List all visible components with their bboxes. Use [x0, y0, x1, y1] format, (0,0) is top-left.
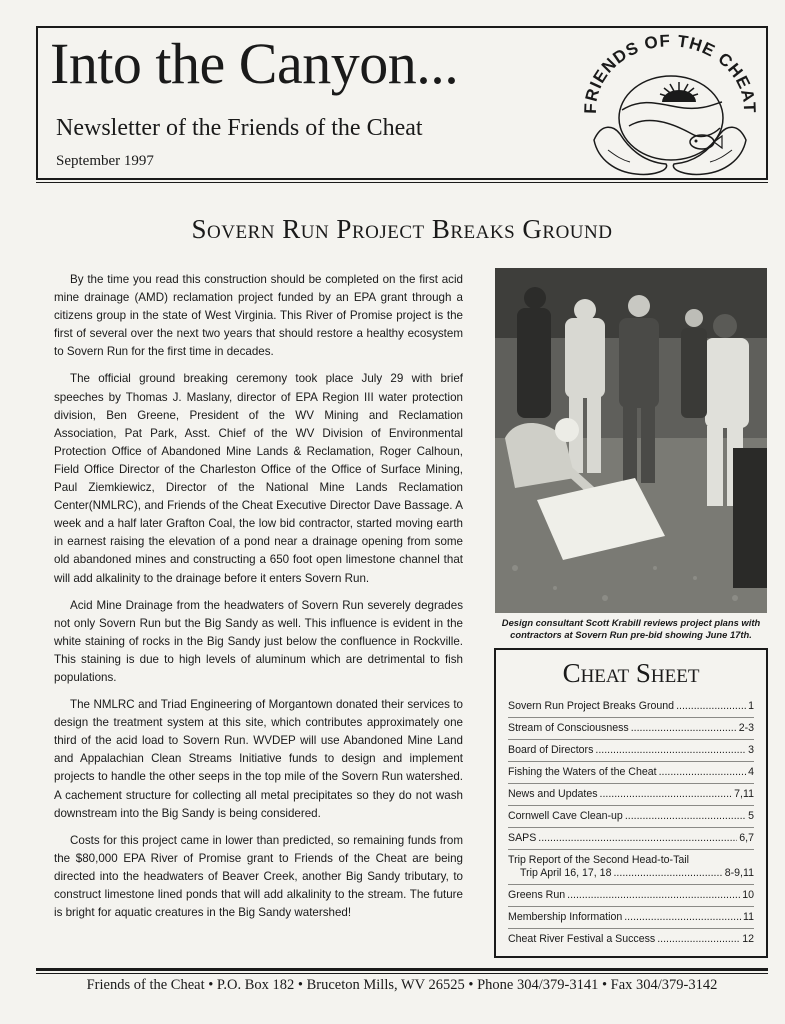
toc-page: 3 [748, 744, 754, 756]
article-paragraph: Acid Mine Drainage from the headwaters of Sovern Run severely degrades not only Sovern Run but the Big Sandy as well. This influence is evident in the white staining of rocks in the Big Sandy just below the confluence in Rockville. This staining is due to high levels of aluminum which are detrimental to fish populations. [54, 598, 463, 684]
toc-label: Cornwell Cave Clean-up [508, 810, 623, 822]
svg-text:FRIENDS OF THE CHEAT: FRIENDS OF THE CHEAT [580, 31, 760, 114]
toc-page: 8-9,11 [724, 867, 754, 879]
toc-label: News and Updates [508, 788, 598, 800]
toc-label: Membership Information [508, 911, 623, 923]
toc-page: 1 [748, 700, 754, 712]
toc-page: 10 [742, 889, 754, 901]
toc-item [508, 762, 754, 784]
toc-item [508, 929, 754, 950]
toc-item [508, 740, 754, 762]
toc-item [508, 696, 754, 718]
toc-item [508, 784, 754, 806]
masthead [36, 26, 768, 180]
toc-label: Cheat River Festival a Success [508, 933, 656, 945]
toc-item [508, 828, 754, 850]
footer-contact: Friends of the Cheat • P.O. Box 182 • Bruceton Mills, WV 26525 • Phone 304/379-3141 • Fax 304/379-3142 [86, 977, 718, 993]
toc-item [508, 806, 754, 828]
newsletter-title: Into the Canyon... [50, 31, 459, 96]
toc-label: Fishing the Waters of the Cheat [508, 766, 657, 778]
footer-divider [36, 968, 768, 971]
toc-label: Sovern Run Project Breaks Ground [508, 700, 675, 712]
issue-date: September 1997 [56, 153, 154, 169]
footer-divider-thin [36, 973, 768, 974]
article-paragraph: The official ground breaking ceremony took place July 29 with brief speeches by Thomas J. Maslany, director of EPA Region III water protection division, Ben Greene, President of the WV Mining and Reclamation Association, Pat Park, Asst. Chief of the WV Division of Environmental Protection Office of Abandoned Mine Lands & Reclamation, Roger Calhoun, Field Office Director of the Charleston Office of the Office of Surface Mining, Paul Ziemkiewicz, Director of the National Mine Lands Reclamation Center(NMLRC), and Friends of the Cheat Executive Director Dave Bassage. A week and a half later Grafton Coal, the low bid contractor, started moving earth in earnest raising the elevation of a pond near a drainage opening from some old abandoned mines and constructing a 650 foot open limestone channel that will add alkalinity to the drainage before it enters Sovern Run. [54, 372, 463, 585]
toc-label-continued: Trip April 16, 17, 18 [520, 867, 612, 879]
toc-page: 11 [743, 911, 754, 923]
article-headline: Sovern Run Project Breaks Ground [191, 214, 613, 244]
toc-label: Greens Run [508, 889, 566, 901]
cheat-sheet-box [494, 648, 768, 958]
toc-page: 4 [748, 766, 754, 778]
masthead-divider [36, 182, 768, 183]
toc-label: Stream of Consciousness [508, 722, 629, 734]
toc-page: 5 [748, 810, 754, 822]
table-of-contents [496, 696, 766, 950]
newsletter-subtitle: Newsletter of the Friends of the Cheat [56, 115, 423, 141]
toc-page: 7,11 [734, 788, 754, 800]
toc-label: SAPS [508, 832, 537, 844]
toc-page: 6,7 [739, 832, 754, 844]
toc-item [508, 718, 754, 740]
logo-graphic [574, 30, 764, 180]
article-body [54, 271, 463, 931]
article-paragraph: By the time you read this construction should be completed on the first acid mine drainage (AMD) reclamation project funded by an EPA grant through a citizens group in the state of West Virginia. This River of Promise project is the first of several over the next two years that should restore a healthy ecosystem to Sovern Run for the first time in decades. [54, 273, 463, 359]
toc-page: 12 [742, 933, 754, 945]
photo-scene [495, 268, 767, 613]
photo-caption: Design consultant Scott Krabill reviews project plans with contractors at Sovern Run pre-bid showing June 17th. [501, 617, 761, 640]
toc-item [508, 885, 754, 907]
toc-label: Board of Directors [508, 744, 594, 756]
article-photo [495, 268, 767, 613]
article-paragraph: Costs for this project came in lower than predicted, so remaining funds from the $80,000 EPA River of Promise grant to Friends of the Cheat are being directed into the headwaters of Beaver Creek, another Big Sandy tributary, to construct limestone lined ponds that will add alkalinity to the stream. The future is bright for aquatic creatures in the Big Sandy watershed! [54, 833, 463, 920]
toc-page: 2-3 [738, 722, 754, 734]
hands-holding-river-icon [574, 30, 764, 180]
toc-item [508, 907, 754, 929]
toc-item [508, 850, 754, 885]
toc-label: Trip Report of the Second Head-to-Tail [508, 854, 689, 866]
article-paragraph: The NMLRC and Triad Engineering of Morgantown donated their services to design the treatment system at this site, which contributes approximately one third of the acid load to Sovern Run. WVDEP will use Abandoned Mine Land and Appalachian Clean Streams Initiative funds to design and implement projects to handle the other seeps in the top mile of the Sovern Run watershed. A cachement structure for collecting all metal precipitates so they do not wash downstream into the Big Sandy is being considered. [54, 698, 463, 820]
cheat-sheet-title: Cheat Sheet [562, 658, 700, 688]
